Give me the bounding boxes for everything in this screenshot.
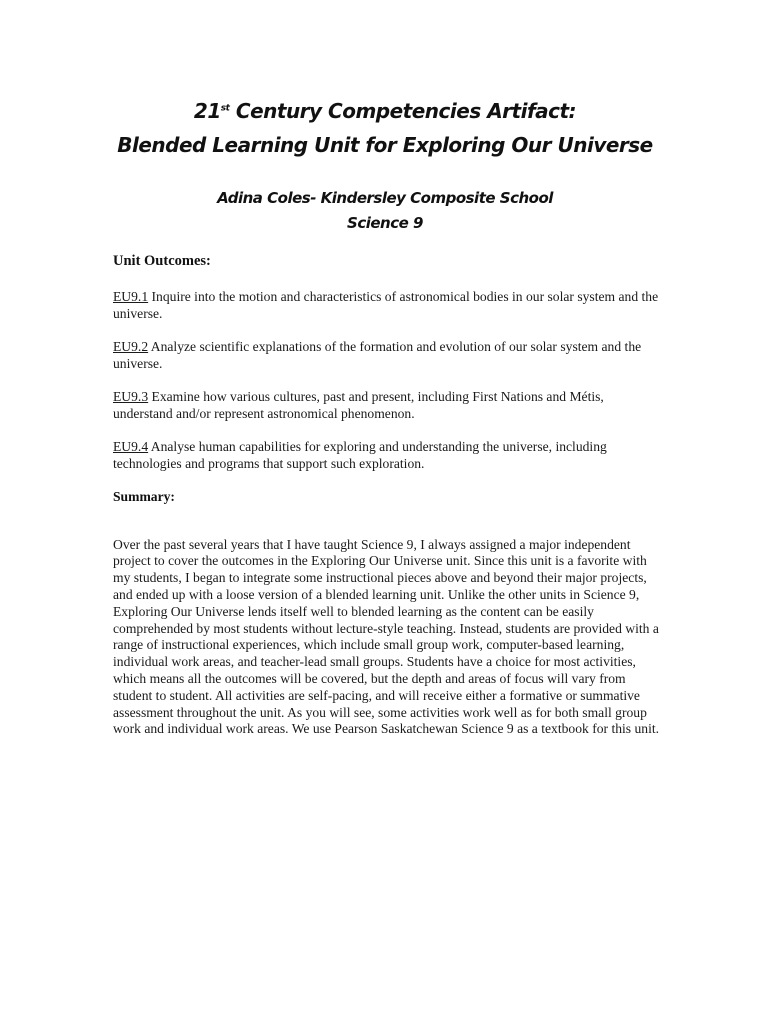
outcome-item <box>113 289 661 323</box>
summary-heading: Summary: <box>113 489 175 504</box>
outcome-item <box>113 389 661 423</box>
outcome-text: Examine how various cultures, past and present, including First Nations and Métis, understand and/or represent astronomical phenomenon. <box>113 389 604 421</box>
outcome-text: Analyse human capabilities for exploring and understanding the universe, including technologies and programs that support such exploration. <box>113 439 607 471</box>
outcome-code: EU9.3 <box>113 389 149 404</box>
outcome-code: EU9.1 <box>113 289 149 304</box>
title-number: 21 <box>193 99 221 123</box>
title-superscript: st <box>220 103 230 114</box>
outcome-code: EU9.2 <box>113 339 149 354</box>
author-line: Adina Coles- Kindersley Composite School <box>217 189 553 207</box>
outcome-text: Analyze scientific explanations of the formation and evolution of our solar system and the universe. <box>113 339 642 371</box>
document-title <box>0 94 770 162</box>
outcome-item <box>113 339 661 373</box>
outcome-item <box>113 439 661 473</box>
outcome-text: Inquire into the motion and characteristics of astronomical bodies in our solar system and the universe. <box>113 289 659 321</box>
outcome-code: EU9.4 <box>113 439 149 454</box>
course-line: Science 9 <box>347 214 423 232</box>
summary-paragraph: Over the past several years that I have taught Science 9, I always assigned a major independent project to cover the outcomes in the Exploring Our Universe unit. Since this unit is a favorite with my students, I began to integrate some instructional pieces above and beyond their major projects, and ended up with a loose version of a blended learning unit. Unlike the other units in Science 9, Exploring Our Universe lends itself well to blended learning as the content can be easily comprehended by most students without lecture-style teaching. Instead, students are provided with a range of instructional experiences, which include small group work, computer-based learning, individual work areas, and teacher-lead small groups. Students have a choice for most activities, which means all the outcomes will be covered, but the depth and areas of focus will vary from student to student. All activities are self-pacing, and will receive either a formative or summative assessment throughout the unit. As you will see, some activities work well as for both small group work and individual work areas. We use Pearson Saskatchewan Science 9 as a textbook for this unit. <box>113 536 660 737</box>
unit-outcomes-heading: Unit Outcomes: <box>113 253 211 269</box>
title-line-2: Blended Learning Unit for Exploring Our Universe <box>117 133 653 157</box>
author-block <box>0 186 770 236</box>
title-rest: Century Competencies Artifact: <box>229 99 577 123</box>
title-line-1 <box>0 94 770 128</box>
